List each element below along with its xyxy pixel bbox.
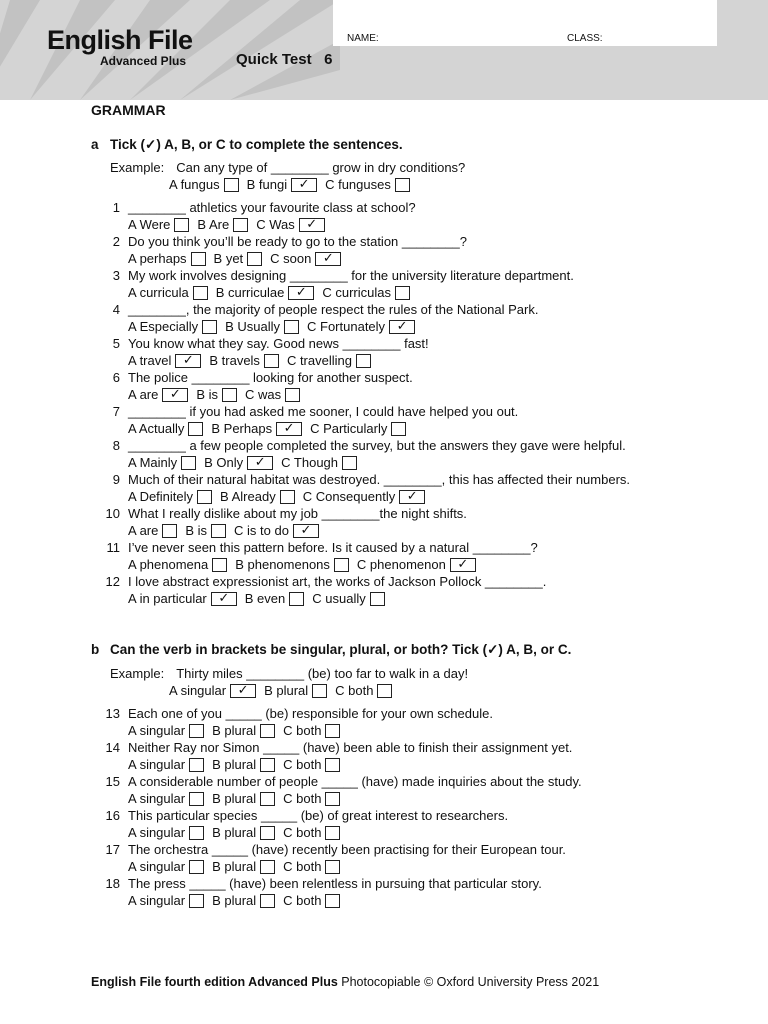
option[interactable] (128, 757, 204, 773)
option[interactable] (312, 591, 384, 607)
question-text: My work involves designing ________ for the university literature department. (128, 268, 574, 283)
option-label: C is to do (234, 523, 289, 538)
option-label: C both (283, 791, 322, 806)
tick-icon: ✓ (295, 284, 307, 299)
answer-checkbox[interactable] (162, 524, 177, 538)
answer-checkbox[interactable] (189, 894, 204, 908)
option-label: A perhaps (128, 251, 187, 266)
answer-checkbox[interactable] (395, 178, 410, 192)
name-label: NAME: (347, 33, 379, 44)
option-label: B Perhaps (211, 421, 273, 436)
option-label: B Already (220, 489, 276, 504)
option-label: C Fortunately (307, 319, 386, 334)
answer-checkbox[interactable] (260, 894, 275, 908)
answer-checkbox[interactable] (189, 758, 204, 772)
option[interactable] (128, 353, 201, 369)
question-text: The press _____ (have) been relentless in pursuing that particular story. (128, 876, 542, 891)
options-row (128, 591, 393, 607)
question-sentence (102, 472, 630, 488)
question-number: 10 (105, 506, 120, 521)
option-label: A are (128, 387, 159, 402)
answer-checkbox[interactable] (280, 490, 295, 504)
name-class-box (333, 0, 717, 46)
option-label: C Particularly (310, 421, 388, 436)
answer-checkbox[interactable] (222, 388, 237, 402)
question-sentence (102, 540, 538, 556)
tick-icon: ✓ (237, 682, 249, 697)
option-label: B plural (212, 893, 257, 908)
options-row (128, 723, 348, 739)
answer-checkbox[interactable] (264, 354, 279, 368)
option[interactable] (281, 455, 357, 471)
answer-checkbox[interactable] (325, 860, 340, 874)
option-label: A phenomena (128, 557, 209, 572)
tick-icon: ✓ (306, 216, 318, 231)
answer-checkbox[interactable] (193, 286, 208, 300)
option[interactable] (283, 825, 340, 841)
option[interactable] (270, 251, 341, 267)
option-label: A Definitely (128, 489, 194, 504)
example-text: Thirty miles ________ (be) too far to walk in a day! (176, 666, 469, 681)
question-number: 1 (112, 200, 120, 215)
option[interactable] (234, 523, 319, 539)
option[interactable] (185, 523, 226, 539)
question-number: 17 (105, 842, 120, 857)
option-label: B fungi (246, 177, 288, 192)
answer-checkbox[interactable] (247, 252, 262, 266)
answer-checkbox[interactable] (230, 684, 256, 698)
answer-checkbox[interactable] (260, 860, 275, 874)
question-number: 3 (112, 268, 120, 283)
answer-checkbox[interactable] (356, 354, 371, 368)
options-row (128, 387, 308, 403)
option-label: B Usually (225, 319, 281, 334)
option[interactable] (335, 683, 392, 699)
option-label: B phenomenons (235, 557, 330, 572)
question-number: 7 (112, 404, 120, 419)
option-label: A travel (128, 353, 172, 368)
options-row (128, 353, 379, 369)
example-text: Can any type of ________ grow in dry conditions? (176, 160, 466, 175)
answer-checkbox[interactable] (191, 252, 206, 266)
option-label: B plural (264, 683, 309, 698)
option[interactable] (128, 387, 188, 403)
question-sentence (102, 404, 518, 420)
answer-checkbox[interactable] (212, 558, 227, 572)
question-sentence (102, 774, 582, 790)
question-sentence (102, 706, 493, 722)
option[interactable] (283, 893, 340, 909)
brand-main-text: English File (47, 25, 193, 55)
option-label: A Mainly (128, 455, 178, 470)
option[interactable] (128, 285, 208, 301)
answer-checkbox[interactable] (325, 826, 340, 840)
option-label: C was (245, 387, 282, 402)
option[interactable] (283, 791, 340, 807)
question-text: Much of their natural habitat was destroyed. ________, this has affected their numbers. (128, 472, 631, 487)
question-text: A considerable number of people _____ (have) made inquiries about the study. (128, 774, 582, 789)
answer-checkbox[interactable] (202, 320, 217, 334)
option[interactable] (128, 523, 177, 539)
question-number: 12 (105, 574, 120, 589)
question-text: The police ________ looking for another suspect. (128, 370, 413, 385)
answer-checkbox[interactable] (325, 792, 340, 806)
answer-checkbox[interactable] (162, 388, 188, 402)
tick-icon: ✓ (283, 420, 295, 435)
example-sentence (110, 160, 465, 176)
options-row (128, 421, 414, 437)
option-label: A singular (128, 859, 186, 874)
option-label: C soon (270, 251, 312, 266)
question-text: ________, the majority of people respect the rules of the National Park. (128, 302, 539, 317)
option[interactable] (245, 591, 304, 607)
question-number: 16 (105, 808, 120, 823)
answer-checkbox[interactable] (189, 860, 204, 874)
answer-checkbox[interactable] (188, 422, 203, 436)
question-sentence (102, 740, 572, 756)
tick-icon: ✓ (396, 318, 408, 333)
answer-checkbox[interactable] (224, 178, 239, 192)
tick-icon: ✓ (182, 352, 194, 367)
option[interactable] (169, 177, 239, 193)
option-label: C curriculas (322, 285, 391, 300)
footer-rest: Photocopiable © Oxford University Press 2021 (337, 975, 600, 989)
option-label: C phenomenon (356, 557, 446, 572)
option-label: C both (283, 859, 322, 874)
option-label: B curriculae (215, 285, 285, 300)
brand-sub-text: Advanced Plus (100, 54, 187, 68)
option-label: C usually (312, 591, 366, 606)
option[interactable] (128, 557, 227, 573)
option[interactable] (245, 387, 300, 403)
tick-icon: ✓ (298, 176, 310, 191)
option-label: B plural (212, 825, 257, 840)
option[interactable] (303, 489, 426, 505)
question-sentence (102, 370, 413, 386)
answer-checkbox[interactable] (315, 252, 341, 266)
option-label: A singular (128, 723, 186, 738)
answer-checkbox[interactable] (260, 724, 275, 738)
options-row (128, 285, 418, 301)
answer-checkbox[interactable] (312, 684, 327, 698)
option[interactable] (128, 489, 212, 505)
answer-checkbox[interactable] (260, 758, 275, 772)
question-number: 2 (112, 234, 120, 249)
option[interactable] (220, 489, 295, 505)
option[interactable] (212, 791, 275, 807)
option-label: A singular (128, 893, 186, 908)
option-label: C funguses (325, 177, 391, 192)
answer-checkbox[interactable] (211, 592, 237, 606)
instruction-text: Can the verb in brackets be singular, plural, or both? Tick (✓) A, B, or C. (110, 642, 572, 657)
tick-icon: ✓ (457, 556, 469, 571)
answer-checkbox[interactable] (189, 724, 204, 738)
option-label: B is (196, 387, 219, 402)
option[interactable] (169, 683, 256, 699)
question-sentence (102, 808, 508, 824)
question-text: Each one of you _____ (be) responsible for your own schedule. (128, 706, 493, 721)
option-label: A fungus (169, 177, 220, 192)
answer-checkbox[interactable] (377, 684, 392, 698)
option-label: B plural (212, 757, 257, 772)
question-text: I’ve never seen this pattern before. Is it caused by a natural ________? (128, 540, 538, 555)
options-row (128, 489, 433, 505)
option[interactable] (128, 217, 189, 233)
class-label: CLASS: (567, 33, 603, 44)
answer-checkbox[interactable] (325, 724, 340, 738)
option[interactable] (196, 387, 237, 403)
option-label: B Only (204, 455, 244, 470)
answer-checkbox[interactable] (285, 388, 300, 402)
option[interactable] (283, 757, 340, 773)
question-number: 11 (106, 540, 120, 555)
instruction-text: Tick (✓) A, B, or C to complete the sentences. (110, 137, 403, 152)
question-text: This particular species _____ (be) of great interest to researchers. (128, 808, 509, 823)
option-label: A curricula (128, 285, 189, 300)
question-number: 4 (112, 302, 120, 317)
answer-checkbox[interactable] (276, 422, 302, 436)
question-text: Do you think you’ll be ready to go to the station ________? (128, 234, 467, 249)
question-text: ________ athletics your favourite class at school? (128, 200, 416, 215)
option[interactable] (128, 825, 204, 841)
option-label: B plural (212, 723, 257, 738)
option-label: A Actually (128, 421, 185, 436)
answer-checkbox[interactable] (325, 758, 340, 772)
option-label: C both (283, 893, 322, 908)
answer-checkbox[interactable] (391, 422, 406, 436)
question-text: Neither Ray nor Simon _____ (have) been able to finish their assignment yet. (128, 740, 573, 755)
option[interactable] (128, 893, 204, 909)
option-label: A singular (128, 757, 186, 772)
page-header (0, 0, 768, 100)
options-row (128, 757, 348, 773)
option-label: B plural (212, 791, 257, 806)
options-row (128, 217, 333, 233)
answer-checkbox[interactable] (211, 524, 226, 538)
tick-icon: ✓ (406, 488, 418, 503)
answer-checkbox[interactable] (450, 558, 476, 572)
option-label: B is (185, 523, 208, 538)
question-sentence (102, 506, 467, 522)
options-row (128, 251, 349, 267)
question-sentence (102, 200, 416, 216)
options-row (128, 791, 348, 807)
option[interactable] (247, 177, 317, 193)
question-number: 18 (105, 876, 120, 891)
answer-checkbox[interactable] (260, 792, 275, 806)
option[interactable] (212, 859, 275, 875)
answer-checkbox[interactable] (189, 792, 204, 806)
question-number: 5 (112, 336, 120, 351)
test-title: Quick Test 6 (236, 51, 333, 68)
question-sentence (102, 574, 546, 590)
option[interactable] (256, 217, 325, 233)
question-sentence (102, 438, 626, 454)
question-sentence (102, 336, 429, 352)
section-letter: a (91, 137, 99, 152)
answer-checkbox[interactable] (342, 456, 357, 470)
answer-checkbox[interactable] (197, 490, 212, 504)
question-text: I love abstract expressionist art, the works of Jackson Pollock ________. (128, 574, 547, 589)
option-label: B even (244, 591, 286, 606)
section-title: GRAMMAR (91, 102, 166, 118)
example-sentence (110, 666, 468, 682)
example-label: Example: (110, 666, 165, 681)
option[interactable] (212, 757, 275, 773)
option[interactable] (211, 421, 302, 437)
option[interactable] (128, 859, 204, 875)
option[interactable] (325, 177, 410, 193)
option[interactable] (283, 723, 340, 739)
options-row (169, 177, 418, 193)
option[interactable] (357, 557, 476, 573)
option[interactable] (212, 825, 275, 841)
option[interactable] (322, 285, 410, 301)
answer-checkbox[interactable] (399, 490, 425, 504)
option[interactable] (216, 285, 315, 301)
option[interactable] (128, 251, 206, 267)
option-label: C both (335, 683, 374, 698)
footer (91, 975, 599, 989)
option-label: B travels (209, 353, 260, 368)
answer-checkbox[interactable] (247, 456, 273, 470)
answer-checkbox[interactable] (233, 218, 248, 232)
question-sentence (102, 234, 467, 250)
tick-icon: ✓ (218, 590, 230, 605)
answer-checkbox[interactable] (181, 456, 196, 470)
option-label: B Are (197, 217, 230, 232)
question-sentence (102, 268, 574, 284)
option[interactable] (283, 859, 340, 875)
brand-logo (47, 26, 193, 68)
question-number: 9 (112, 472, 120, 487)
answer-checkbox[interactable] (288, 286, 314, 300)
answer-checkbox[interactable] (284, 320, 299, 334)
answer-checkbox[interactable] (175, 354, 201, 368)
option[interactable] (128, 723, 204, 739)
options-row (128, 825, 348, 841)
option-label: A in particular (128, 591, 207, 606)
options-row (128, 859, 348, 875)
option[interactable] (212, 723, 275, 739)
question-sentence (102, 302, 538, 318)
option-label: C both (283, 825, 322, 840)
option[interactable] (225, 319, 299, 335)
answer-checkbox[interactable] (325, 894, 340, 908)
question-number: 13 (105, 706, 120, 721)
option[interactable] (214, 251, 263, 267)
option-label: C both (283, 757, 322, 772)
option-label: A are (128, 523, 159, 538)
tick-icon: ✓ (300, 522, 312, 537)
answer-checkbox[interactable] (289, 592, 304, 606)
option-label: C Though (281, 455, 339, 470)
option-label: A Were (128, 217, 171, 232)
option-label: A singular (169, 683, 227, 698)
question-number: 14 (105, 740, 120, 755)
answer-checkbox[interactable] (293, 524, 319, 538)
question-text: What I really dislike about my job ________the night shifts. (128, 506, 467, 521)
question-number: 8 (112, 438, 120, 453)
option[interactable] (128, 455, 196, 471)
question-text: You know what they say. Good news ________ fast! (128, 336, 429, 351)
options-row (128, 455, 365, 471)
question-sentence (102, 842, 566, 858)
option-label: B yet (213, 251, 244, 266)
option[interactable] (128, 591, 237, 607)
option[interactable] (310, 421, 406, 437)
tick-icon: ✓ (322, 250, 334, 265)
question-text: ________ if you had asked me sooner, I could have helped you out. (128, 404, 519, 419)
option[interactable] (204, 455, 273, 471)
answer-checkbox[interactable] (260, 826, 275, 840)
option[interactable] (197, 217, 248, 233)
options-row (128, 893, 348, 909)
answer-checkbox[interactable] (334, 558, 349, 572)
question-text: ________ a few people completed the survey, but the answers they gave were helpful. (128, 438, 626, 453)
option-label: C travelling (286, 353, 352, 368)
answer-checkbox[interactable] (291, 178, 317, 192)
option[interactable] (264, 683, 327, 699)
options-row (128, 319, 423, 335)
answer-checkbox[interactable] (174, 218, 189, 232)
tick-icon: ✓ (254, 454, 266, 469)
options-row (128, 523, 327, 539)
option-label: A singular (128, 825, 186, 840)
question-number: 6 (112, 370, 120, 385)
option[interactable] (287, 353, 371, 369)
answer-checkbox[interactable] (395, 286, 410, 300)
option[interactable] (235, 557, 349, 573)
option-label: C both (283, 723, 322, 738)
answer-checkbox[interactable] (299, 218, 325, 232)
footer-bold: English File fourth edition Advanced Plus (91, 975, 338, 989)
option-label: A Especially (128, 319, 199, 334)
answer-checkbox[interactable] (370, 592, 385, 606)
options-row (169, 683, 400, 699)
options-row (128, 557, 484, 573)
question-sentence (102, 876, 542, 892)
option-label: C Consequently (302, 489, 396, 504)
option-label: A singular (128, 791, 186, 806)
tick-icon: ✓ (169, 386, 181, 401)
section-instruction (91, 642, 571, 658)
option[interactable] (128, 319, 217, 335)
option[interactable] (209, 353, 279, 369)
option-label: B plural (212, 859, 257, 874)
option[interactable] (212, 893, 275, 909)
option[interactable] (307, 319, 415, 335)
example-label: Example: (110, 160, 165, 175)
section-instruction (91, 137, 403, 153)
question-text: The orchestra _____ (have) recently been practising for their European tour. (128, 842, 566, 857)
question-number: 15 (105, 774, 120, 789)
option[interactable] (128, 421, 203, 437)
answer-checkbox[interactable] (189, 826, 204, 840)
section-letter: b (91, 642, 100, 657)
option-label: C Was (256, 217, 295, 232)
option[interactable] (128, 791, 204, 807)
answer-checkbox[interactable] (389, 320, 415, 334)
